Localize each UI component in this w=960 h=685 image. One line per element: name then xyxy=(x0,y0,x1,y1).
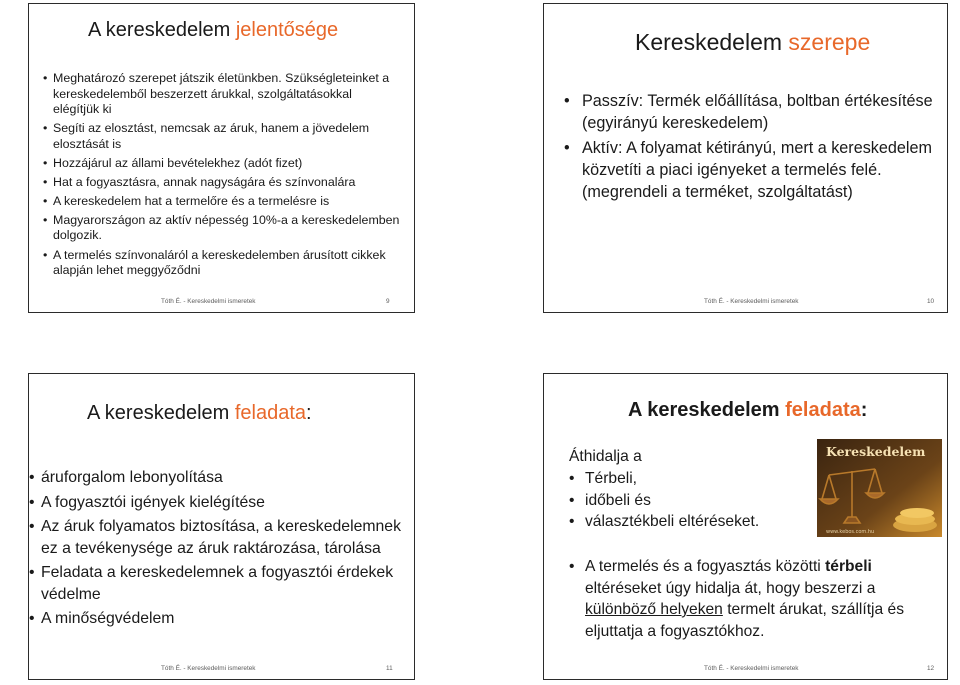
scales-image xyxy=(817,439,942,537)
slide-title: A kereskedelem jelentősége xyxy=(88,19,339,41)
slide-number: 10 xyxy=(927,298,935,305)
title-accent: feladata xyxy=(234,402,307,424)
list-item: • Meghatározó szerepet játszik életünkben. Szükségleteinket a kereskedelemből beszerzett árukkal, szolgáltatásokkal elégítjük ki xyxy=(43,71,401,118)
slide-title: A kereskedelem feladata: xyxy=(87,402,312,424)
slide-9 xyxy=(28,3,415,313)
title-accent: szerepe xyxy=(788,29,871,55)
slide-number: 9 xyxy=(386,298,390,305)
list-item: • A fogyasztói igények kielégítése xyxy=(29,492,414,514)
list-item: • időbeli és xyxy=(569,490,809,512)
bullet-list xyxy=(569,468,809,533)
bullet-list xyxy=(563,90,938,206)
slide-footer-author: Tóth É. - Kereskedelmi ismeretek xyxy=(704,665,799,672)
list-item: • Feladata a kereskedelemnek a fogyasztói érdekek védelme xyxy=(29,562,414,605)
intro-text: Áthidalja a xyxy=(569,448,642,465)
image-caption: Kereskedelem xyxy=(826,444,926,459)
slide-title: A kereskedelem feladata: xyxy=(628,399,868,421)
bold-term: térbeli xyxy=(825,558,872,575)
list-item: • Hat a fogyasztásra, annak nagyságára és színvonalára xyxy=(43,175,401,191)
list-item: • A termelés színvonaláról a kereskedelemben árusított cikkek alapján lehet meggyőződni xyxy=(43,248,401,279)
list-item: • választékbeli eltéréseket. xyxy=(569,511,809,533)
list-item: • Térbeli, xyxy=(569,468,809,490)
list-item: • A termelés és a fogyasztás közötti térbeli eltéréseket úgy hidalja át, hogy beszerzi a különböző helyeken termelt árukat, szállítja és eljuttatja a fogyasztókhoz. xyxy=(569,556,939,642)
slide-title: Kereskedelem szerepe xyxy=(635,29,871,55)
list-item: • Passzív: Termék előállítása, boltban értékesítése (egyirányú kereskedelem) xyxy=(563,90,938,134)
list-item: • Magyarországon az aktív népesség 10%-a a kereskedelemben dolgozik. xyxy=(43,213,401,244)
image-watermark: www.kebos.com.hu xyxy=(826,529,875,535)
list-item: • A minőségvédelem xyxy=(29,608,414,630)
list-item: • A kereskedelem hat a termelőre és a termelésre is xyxy=(43,194,401,210)
slide-footer-author: Tóth É. - Kereskedelmi ismeretek xyxy=(704,298,799,305)
bullet-list xyxy=(29,467,414,633)
bullet-list xyxy=(43,71,401,282)
slide-footer-author: Tóth É. - Kereskedelmi ismeretek xyxy=(161,298,256,305)
underlined-term: különböző helyeken xyxy=(585,601,723,618)
slide-footer-author: Tóth É. - Kereskedelmi ismeretek xyxy=(161,665,256,672)
list-item: • áruforgalom lebonyolítása xyxy=(29,467,414,489)
slide-number: 11 xyxy=(386,665,393,672)
bullet-list xyxy=(569,556,939,642)
list-item: • Hozzájárul az állami bevételekhez (adót fizet) xyxy=(43,156,401,172)
slide-number: 12 xyxy=(927,665,935,672)
list-item: • Segíti az elosztást, nemcsak az áruk, hanem a jövedelem elosztását is xyxy=(43,121,401,152)
slide-11 xyxy=(28,373,415,680)
slide-12 xyxy=(543,373,948,680)
list-item: • Az áruk folyamatos biztosítása, a kereskedelemnek ez a tevékenysége az áruk raktározása, tárolása xyxy=(29,516,414,559)
slide-10 xyxy=(543,3,948,313)
title-accent: jelentősége xyxy=(235,19,339,41)
list-item: • Aktív: A folyamat kétirányú, mert a kereskedelem közvetíti a piaci igényeket a termelés felé. (megrendeli a terméket, szolgáltatást) xyxy=(563,137,938,203)
title-accent: feladata xyxy=(785,399,861,421)
